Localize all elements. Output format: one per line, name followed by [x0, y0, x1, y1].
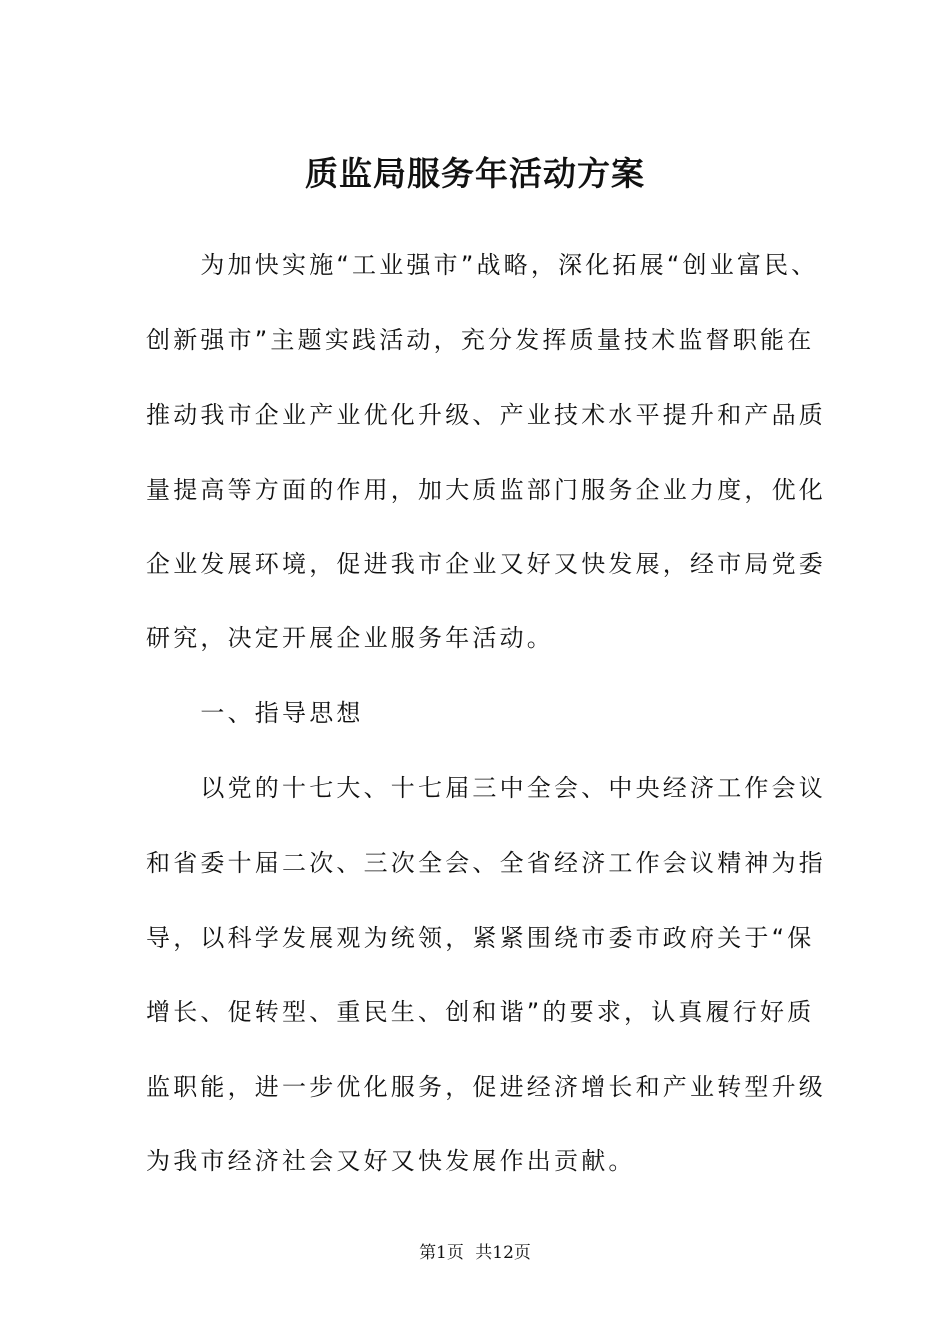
- body-line: 推动我市企业产业优化升级、产业技术水平提升和产品质: [146, 401, 826, 429]
- page-footer: 第1页 共12页: [419, 1243, 531, 1263]
- body-line: 以党的十七大、十七届三中全会、中央经济工作会议: [146, 774, 826, 802]
- body-line: 量提高等方面的作用，加大质监部门服务企业力度，优化: [146, 476, 826, 504]
- body-line: 企业发展环境，促进我市企业又好又快发展，经市局党委: [146, 550, 826, 578]
- body-line: 导，以科学发展观为统领，紧紧围绕市委市政府关于“保: [146, 924, 815, 952]
- body-line: 研究，决定开展企业服务年活动。: [146, 624, 554, 652]
- body-line: 增长、促转型、重民生、创和谐”的要求，认真履行好质: [146, 998, 815, 1026]
- document-title: 质监局服务年活动方案: [305, 154, 645, 194]
- body-line: 为我市经济社会又好又快发展作出贡献。: [146, 1147, 636, 1175]
- body-line: 监职能，进一步优化服务，促进经济增长和产业转型升级: [146, 1073, 826, 1101]
- body-line: 为加快实施“工业强市”战略，深化拓展“创业富民、: [146, 251, 819, 279]
- body-line: 创新强市”主题实践活动，充分发挥质量技术监督职能在: [146, 326, 815, 354]
- section-heading: 一、指导思想: [146, 699, 364, 727]
- body-line: 和省委十届二次、三次全会、全省经济工作会议精神为指: [146, 849, 826, 877]
